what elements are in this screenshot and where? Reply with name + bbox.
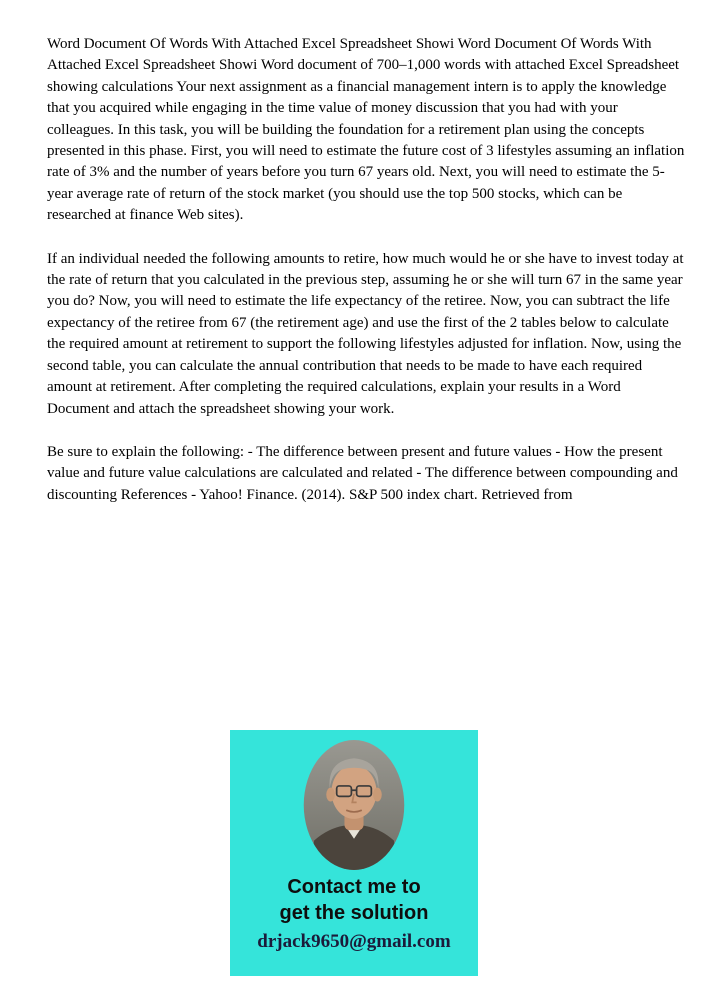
- portrait-photo: [302, 738, 406, 872]
- face: [331, 765, 376, 819]
- contact-email: drjack9650@gmail.com: [257, 931, 451, 952]
- paragraph-3: Be sure to explain the following: - The difference between present and future values - How the present value and future value calculations are calculated and related - The difference between compounding and discounting References - Yahoo! Finance. (2014). S&P 500 index chart. Retrieved from: [47, 443, 678, 503]
- document-body: [47, 34, 686, 528]
- contact-text-line2: get the solution: [279, 902, 429, 924]
- contact-card: [230, 730, 478, 976]
- paragraph-2: If an individual needed the following amounts to retire, how much would he or she have to invest today at the rate of return that you calculated in the previous step, assuming he or she will turn 67 in the same year you do? Now, you will need to estimate the life expectancy of the retiree. Now, you can subtract the life expectancy of the retiree from 67 (the retirement age) and use the first of the 2 tables below to calculate the required amount at retirement to support the following lifestyles adjusted for inflation. Now, using the second table, you can calculate the annual contribution that needs to be made to have each required amount at retirement. After completing the required calculations, explain your results in a Word Document and attach the spreadsheet showing your work.: [47, 250, 684, 417]
- paragraph-1: Word Document Of Words With Attached Excel Spreadsheet Showi Word Document Of Words With Attached Excel Spreadsheet Showi Word document of 700–1,000 words with attached Excel Spreadsheet showing calculations Your next assignment as a financial management intern is to apply the knowledge that you acquired while engaging in the time value of money discussion that you had with your colleagues. In this task, you will be building the foundation for a retirement plan using the concepts presented in this phase. First, you will need to estimate the future cost of 3 lifestyles assuming an inflation rate of 3% and the number of years before you turn 67 years old. Next, you will need to estimate the 5-year average rate of return of the stock market (you should use the top 500 stocks, which can be researched at finance Web sites).: [47, 36, 685, 224]
- contact-text-line1: Contact me to: [287, 876, 421, 898]
